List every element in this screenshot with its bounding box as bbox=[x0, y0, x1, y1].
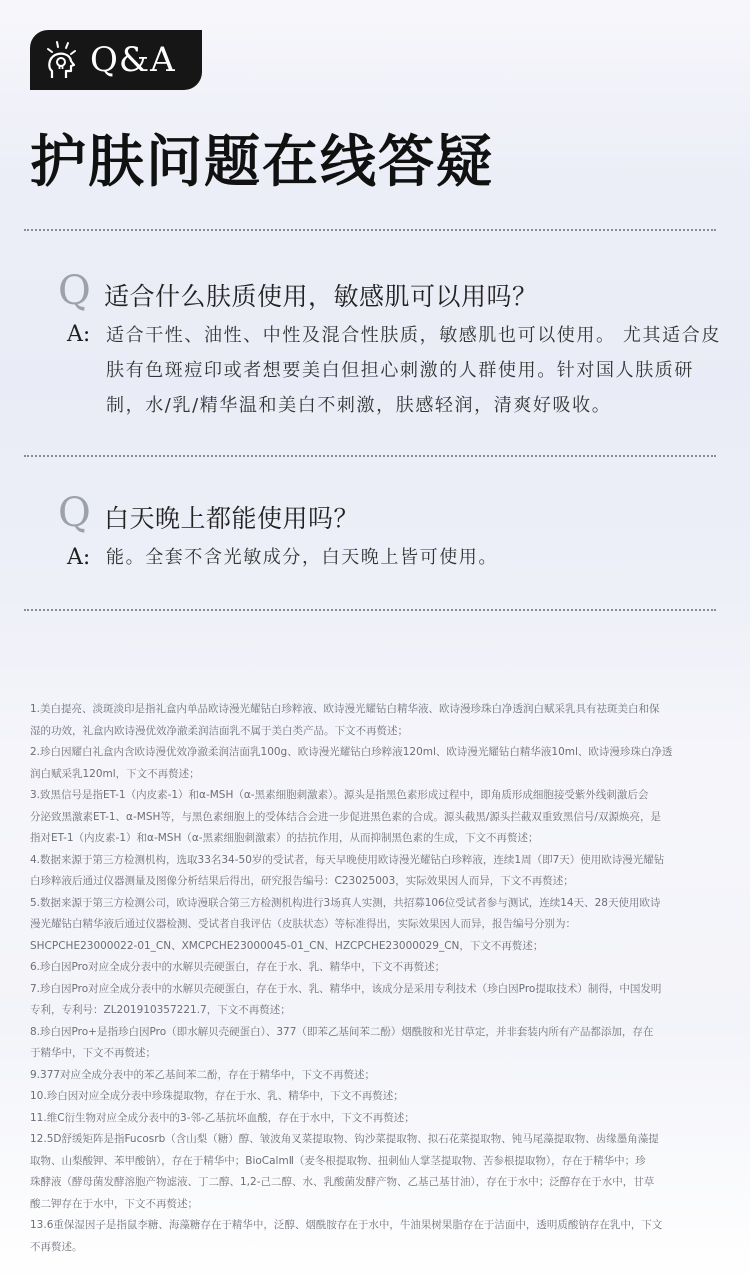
answer-mark-letter: A: bbox=[67, 545, 91, 570]
divider bbox=[24, 229, 716, 231]
footnote-line: 专利，专利号：ZL201910357221.7，下文不再赘述； bbox=[30, 1004, 291, 1016]
answer-line: 能。全套不含光敏成分，白天晚上皆可使用。 bbox=[106, 547, 498, 568]
footnotes bbox=[30, 699, 720, 1258]
footnote-line: 11.维C衍生物对应全成分表中的3-邻-乙基抗坏血酸，存在于水中，下文不再赘述； bbox=[30, 1111, 415, 1124]
question-mark-letter: Q bbox=[58, 490, 91, 536]
answer-text bbox=[106, 318, 721, 423]
divider bbox=[24, 609, 716, 611]
footnote-line: 白珍粹液后通过仪器测量及图像分析结果后得出，研究报告编号：C23025003，实际效果因人而异，下文不再赘述； bbox=[30, 875, 574, 887]
answer-line: 肤有色斑痘印或者想要美白但担心刺激的人群使用。针对国人肤质研 bbox=[106, 360, 694, 381]
footnote-line: 指对ET-1（内皮素-1）和α-MSH（α-黑素细胞刺激素）的拮抗作用，从而抑制黑色素的生成，下文不再赘述； bbox=[30, 832, 539, 844]
footnote-line: 润白赋采乳120ml，下文不再赘述； bbox=[30, 767, 200, 780]
footnote-line: 不再赘述。 bbox=[30, 1240, 83, 1253]
footnote-line: 6.珍白因Pro对应全成分表中的水解贝壳硬蛋白，存在于水、乳、精华中，下文不再赘述； bbox=[30, 961, 446, 973]
footnote-line: 13.6重保湿因子是指鼠李糖、海藻糖存在于精华中，泛醇、烟酰胺存在于水中，牛油果树果脂存在于洁面中，透明质酸钠存在乳中，下文 bbox=[30, 1219, 663, 1231]
footnote-line: 9.377对应全成分表中的苯乙基间苯二酚，存在于精华中，下文不再赘述； bbox=[30, 1068, 376, 1081]
footnote-line: 分泌致黑激素ET-1、α-MSH等，与黑色素细胞上的受体结合会进一步促进黑色素的合成。源头截黑/源头拦截双重致黑信号/双源焕亮，是 bbox=[30, 810, 661, 823]
footnote-line: 于精华中，下文不再赘述； bbox=[30, 1047, 156, 1059]
footnote-line: 7.珍白因Pro对应全成分表中的水解贝壳硬蛋白，存在于水、乳、精华中，该成分是采用专利技术（珍白因Pro提取技术）制得，中国发明 bbox=[30, 982, 662, 995]
footnote-line: 5.数据来源于第三方检测公司，欧诗漫联合第三方检测机构进行3场真人实测，共招募106位受试者参与测试，连续14天、28天使用欧诗 bbox=[30, 896, 661, 909]
footnote-line: 1.美白提亮、淡斑淡印是指礼盒内单品欧诗漫光耀钻白珍粹液、欧诗漫光耀钻白精华液、欧诗漫珍珠白净透润白赋采乳具有祛斑美白和保 bbox=[30, 703, 660, 715]
footnote-line: SHCPCHE23000022-01_CN、XMCPCHE23000045-01_CN、HZCPCHE23000029_CN，下文不再赘述； bbox=[30, 939, 544, 952]
footnote-line: 漫光耀钻白精华液后通过仪器检测、受试者自我评估（皮肤状态）等标准得出，实际效果因人而异，报告编号分别为： bbox=[30, 918, 576, 930]
footnote-line: 3.致黑信号是指ET-1（内皮素-1）和α-MSH（α-黑素细胞刺激素）。源头是指黑色素形成过程中，即角质形成细胞接受紫外线刺激后会 bbox=[30, 789, 649, 801]
page-title: 护肤问题在线答疑 bbox=[30, 130, 494, 195]
footnote-line: 10.珍白因对应全成分表中珍珠提取物，存在于水、乳、精华中，下文不再赘述； bbox=[30, 1090, 404, 1102]
answer-text bbox=[106, 540, 498, 575]
footnote-line: 2.珍白因耀白礼盒内含欧诗漫优效净澈柔润洁面乳100g、欧诗漫光耀钻白珍粹液120ml、欧诗漫光耀钻白精华液10ml、欧诗漫珍珠白净透 bbox=[30, 746, 673, 758]
footnote-line: 取物、山梨酸钾、苯甲酸钠），存在于精华中；BioCalmⅡ（麦冬根提取物、扭刺仙人掌茎提取物、苦参根提取物），存在于精华中；珍 bbox=[30, 1154, 646, 1167]
qa-badge-label: Q&A bbox=[90, 40, 176, 80]
divider bbox=[24, 455, 716, 457]
lightbulb-head-icon bbox=[44, 40, 78, 80]
footnote-line: 珠酵液（酵母菌发酵溶胞产物滤液、丁二醇、1,2-己二醇、水、乳酸菌发酵产物、乙基己基甘油），存在于水中；泛醇存在于水中，甘草 bbox=[30, 1176, 655, 1188]
question-text: 适合什么肤质使用，敏感肌可以用吗？ bbox=[104, 282, 538, 311]
footnote-line: 4.数据来源于第三方检测机构，选取33名34-50岁的受试者，每天早晚使用欧诗漫光耀钻白珍粹液，连续1周（即7天）使用欧诗漫光耀钻 bbox=[30, 853, 665, 866]
question-mark-letter: Q bbox=[58, 268, 91, 314]
footnote-line: 湿的功效，礼盒内欧诗漫优效净澈柔润洁面乳不属于美白类产品。下文不再赘述； bbox=[30, 724, 408, 737]
footnote-line: 8.珍白因Pro+是指珍白因Pro（即水解贝壳硬蛋白）、377（即苯乙基间苯二酚）烟酰胺和光甘草定，并非套装内所有产品都添加，存在 bbox=[30, 1025, 654, 1038]
question-text: 白天晚上都能使用吗？ bbox=[104, 504, 360, 533]
qa-badge bbox=[30, 30, 202, 90]
answer-line: 适合干性、油性、中性及混合性肤质，敏感肌也可以使用。 尤其适合皮 bbox=[106, 325, 721, 346]
answer-line: 制，水/乳/精华温和美白不刺激，肤感轻润，清爽好吸收。 bbox=[106, 395, 612, 416]
answer-mark-letter: A: bbox=[67, 322, 91, 347]
footnote-line: 12.5D舒缓矩阵是指Fucosrb（含山梨（糖）醇、皱波角叉菜提取物、钩沙菜提取物、拟石花菜提取物、钝马尾藻提取物、齿缘墨角藻提 bbox=[30, 1133, 659, 1145]
footnote-line: 酸二钾存在于水中，下文不再赘述； bbox=[30, 1197, 198, 1210]
